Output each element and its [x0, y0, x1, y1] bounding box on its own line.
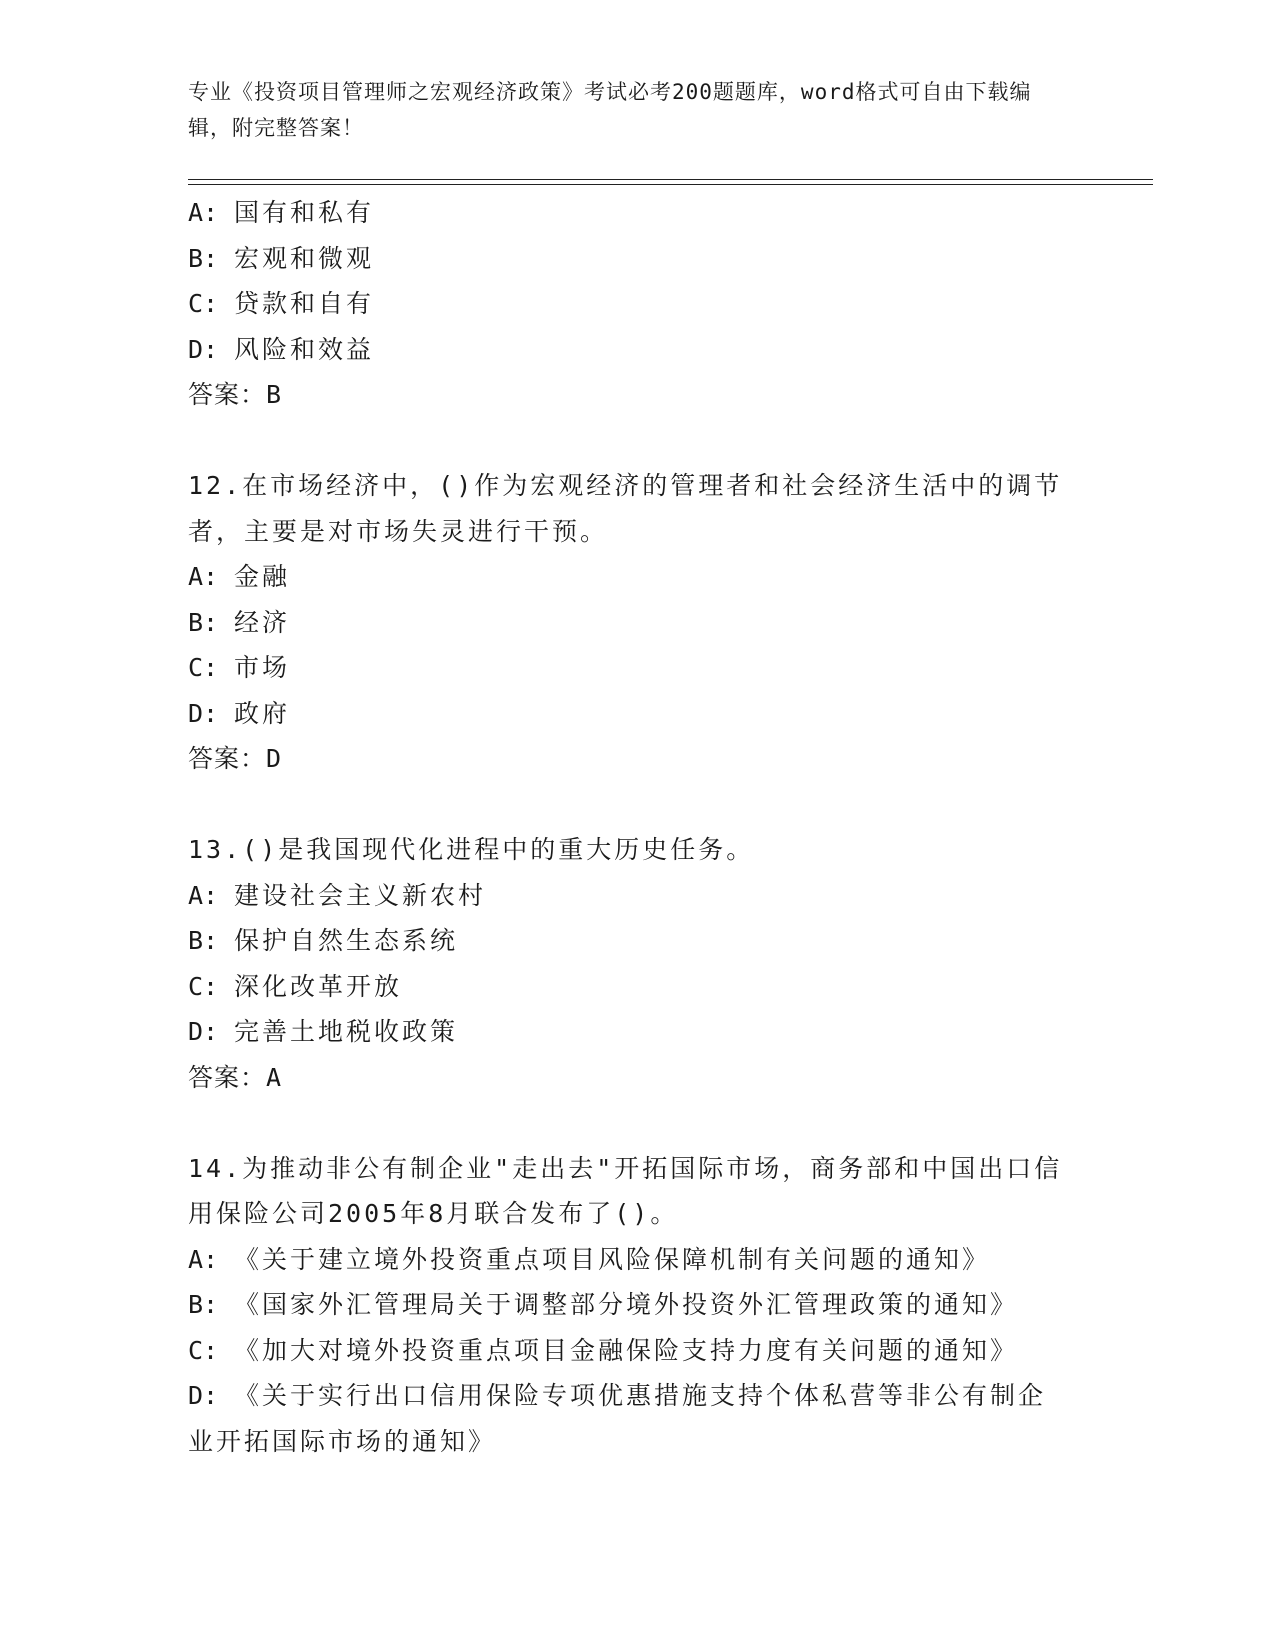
spacer: [188, 1100, 1068, 1146]
option-text: 经济: [234, 607, 291, 637]
option-text: 贷款和自有: [234, 289, 375, 318]
option-label: B:: [188, 607, 219, 637]
option-label: B:: [188, 926, 219, 955]
option-a: [188, 1237, 1068, 1283]
option-text: 《关于建立境外投资重点项目风险保障机制有关问题的通知》: [234, 1244, 991, 1274]
option-text: 金融: [234, 562, 291, 591]
option-text: 《国家外汇管理局关于调整部分境外投资外汇管理政策的通知》: [234, 1290, 1019, 1319]
option-label: C:: [188, 653, 219, 682]
question-11-continued: [188, 190, 1068, 418]
option-b: [188, 600, 1068, 646]
option-d: [188, 1373, 1068, 1464]
option-label: A:: [188, 880, 219, 910]
option-c: [188, 281, 1068, 327]
option-label: B:: [188, 243, 219, 273]
answer-line: 答案：D: [188, 744, 283, 773]
option-text: 国有和私有: [234, 198, 375, 227]
option-text: 政府: [234, 698, 291, 728]
option-label: C:: [188, 289, 219, 318]
option-text: 风险和效益: [234, 334, 375, 364]
question-stem: 12.在市场经济中，()作为宏观经济的管理者和社会经济生活中的调节者，主要是对市场失灵进行干预。: [188, 471, 1063, 546]
option-text: 保护自然生态系统: [234, 926, 459, 955]
option-label: D:: [188, 334, 219, 364]
question-stem: 14.为推动非公有制企业"走出去"开拓国际市场，商务部和中国出口信用保险公司2005年8月联合发布了()。: [188, 1153, 1063, 1228]
option-label: D:: [188, 698, 219, 728]
spacer: [188, 418, 1068, 464]
option-b: [188, 1282, 1068, 1328]
spacer: [188, 782, 1068, 828]
option-label: C:: [188, 971, 219, 1001]
option-text: 《关于实行出口信用保险专项优惠措施支持个体私营等非公有制企业开拓国际市场的通知》: [188, 1381, 1047, 1456]
option-text: 深化改革开放: [234, 971, 403, 1001]
option-label: A:: [188, 562, 219, 591]
option-label: D:: [188, 1381, 219, 1410]
option-a: [188, 873, 1068, 919]
option-b: [188, 918, 1068, 964]
option-text: 建设社会主义新农村: [234, 880, 487, 910]
option-b: [188, 236, 1068, 282]
option-c: [188, 964, 1068, 1010]
document-header: 专业《投资项目管理师之宏观经济政策》考试必考200题题库，word格式可自由下载编辑，附完整答案！: [188, 80, 1032, 140]
option-a: [188, 554, 1068, 600]
option-text: 完善土地税收政策: [234, 1017, 459, 1046]
option-label: A:: [188, 1244, 219, 1274]
question-stem: 13.()是我国现代化进程中的重大历史任务。: [188, 835, 755, 864]
option-d: [188, 691, 1068, 737]
option-label: D:: [188, 1017, 219, 1046]
question-12: [188, 463, 1068, 782]
option-text: 《加大对境外投资重点项目金融保险支持力度有关问题的通知》: [234, 1335, 1019, 1365]
option-label: C:: [188, 1335, 219, 1365]
answer-line: 答案：A: [188, 1062, 283, 1092]
header-divider-top: [188, 179, 1153, 180]
option-text: 宏观和微观: [234, 243, 375, 273]
question-13: [188, 827, 1068, 1100]
option-label: B:: [188, 1290, 219, 1319]
option-c: [188, 645, 1068, 691]
option-d: [188, 1009, 1068, 1055]
question-14: [188, 1146, 1068, 1465]
option-c: [188, 1328, 1068, 1374]
answer-line: 答案：B: [188, 380, 283, 409]
option-text: 市场: [234, 653, 291, 682]
option-d: [188, 327, 1068, 373]
option-label: A:: [188, 198, 219, 227]
document-body: [188, 190, 1068, 1464]
option-a: [188, 190, 1068, 236]
header-divider-bottom: [188, 184, 1153, 185]
